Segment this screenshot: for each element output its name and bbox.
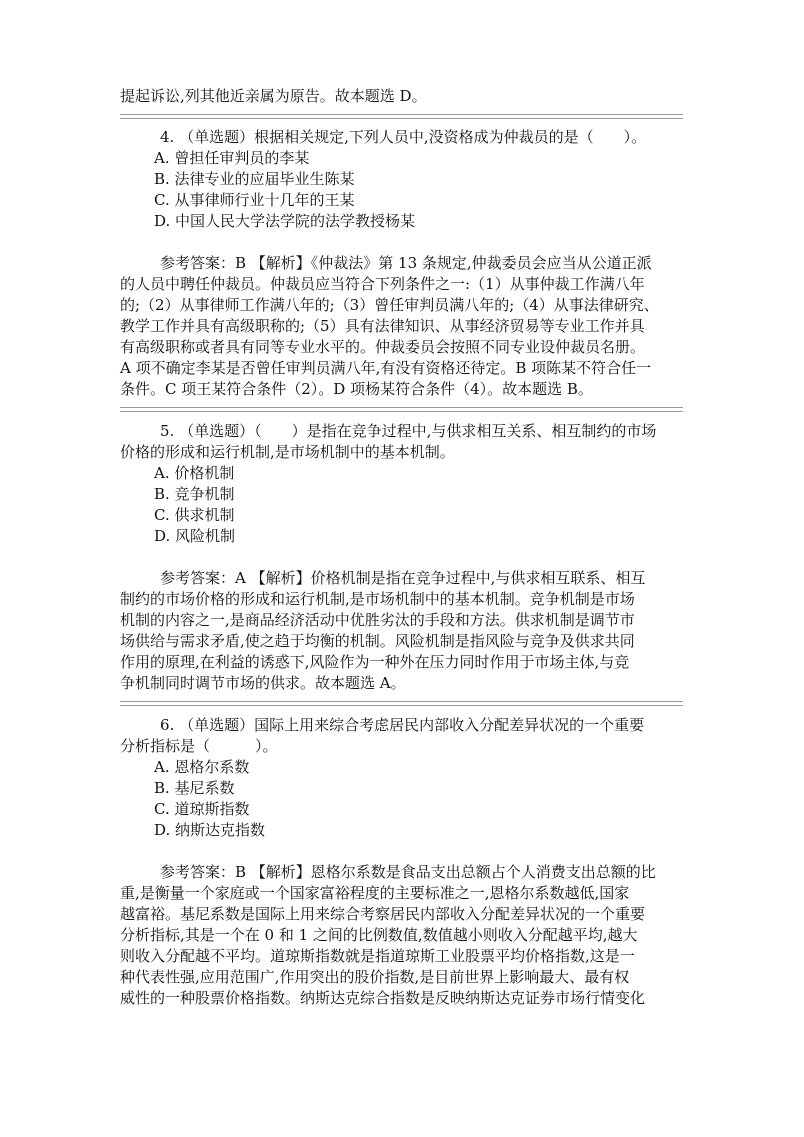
question-5-answer-line-5: 作用的原理,在利益的诱惑下,风险作为一种外在压力同时作用于市场主体,与竞	[120, 653, 630, 671]
question-5-stem-line-2: 价格的形成和运行机制,是市场机制中的基本机制。	[120, 443, 455, 461]
question-5-option-a: A. 价格机制	[154, 464, 235, 482]
question-6-option-d: D. 纳斯达克指数	[154, 821, 266, 839]
question-6-option-c: C. 道琼斯指数	[154, 800, 250, 818]
question-6-answer-line-6: 种代表性强,应用范围广,作用突出的股价指数,是目前世界上影响最大、最有权	[120, 968, 630, 986]
question-5-option-c: C. 供求机制	[154, 506, 235, 524]
question-6-answer-line-2: 重,是衡量一个家庭或一个国家富裕程度的主要标准之一,恩格尔系数越低,国家	[120, 884, 630, 902]
question-5-option-d: D. 风险机制	[154, 527, 236, 545]
question-5-answer-line-2: 制约的市场价格的形成和运行机制,是市场机制中的基本机制。竞争机制是市场	[120, 590, 635, 608]
question-4-answer-line-2: 的人员中聘任仲裁员。仲裁员应当符合下列条件之一:（1）从事仲裁工作满八年	[120, 275, 645, 293]
question-4-answer-line-1: 参考答案：B 【解析】《仲裁法》第 13 条规定,仲裁委员会应当从公道正派	[160, 254, 652, 272]
separator	[120, 407, 683, 412]
question-6-answer-line-4: 分析指标,其是一个在 0 和 1 之间的比例数值,数值越小则收入分配越平均,越大	[120, 926, 638, 944]
question-4-option-a: A. 曾担任审判员的李某	[154, 149, 310, 167]
separator	[120, 114, 683, 119]
question-4-option-b: B. 法律专业的应届毕业生陈某	[154, 170, 355, 188]
question-6-option-b: B. 基尼系数	[154, 779, 235, 797]
question-6-answer-line-7: 威性的一种股票价格指数。纳斯达克综合指数是反映纳斯达克证券市场行情变化	[120, 989, 646, 1007]
question-5-answer-line-3: 机制的内容之一,是商品经济活动中优胜劣汰的手段和方法。供求机制是调节市	[120, 611, 635, 629]
question-6-answer-line-1: 参考答案：B 【解析】恩格尔系数是食品支出总额占个人消费支出总额的比	[160, 863, 656, 881]
question-4-option-d: D. 中国人民大学法学院的法学教授杨某	[154, 212, 416, 230]
question-5-answer-line-1: 参考答案：A 【解析】价格机制是指在竞争过程中,与供求相互联系、相互	[160, 569, 646, 587]
separator	[120, 701, 683, 706]
question-6-stem-line-1: 6. （单选题）国际上用来综合考虑居民内部收入分配差异状况的一个重要	[160, 716, 645, 734]
question-4-answer-line-7: 条件。C 项王某符合条件（2）。D 项杨某符合条件（4）。故本题选 B。	[120, 380, 593, 398]
question-4-answer-line-4: 教学工作并具有高级职称的;（5）具有法律知识、从事经济贸易等专业工作并具	[120, 317, 645, 335]
question-4-stem-line-1: 4. （单选题）根据相关规定,下列人员中,没资格成为仲裁员的是（ ）。	[160, 128, 647, 146]
question-4-answer-line-3: 的;（2）从事律师工作满八年的;（3）曾任审判员满八年的;（4）从事法律研究、	[120, 296, 659, 314]
question-4-answer-line-6: A 项不确定李某是否曾任审判员满八年,有没有资格还待定。B 项陈某不符合任一	[120, 359, 652, 377]
question-4-option-c: C. 从事律师行业十几年的王某	[154, 191, 355, 209]
question-6-answer-line-5: 则收入分配越不平均。道琼斯指数就是指道琼斯工业股票平均价格指数,这是一	[120, 947, 635, 965]
question-4-answer-line-5: 有高级职称或者具有同等专业水平的。仲裁委员会按照不同专业设仲裁员名册。	[120, 338, 646, 356]
question-6-stem-line-2: 分析指标是（ ）。	[120, 737, 278, 755]
question-5-stem-line-1: 5. （单选题）（ ）是指在竞争过程中,与供求相互关系、相互制约的市场	[160, 422, 657, 440]
question-5-answer-line-6: 争机制同时调节市场的供求。故本题选 A。	[120, 674, 406, 692]
question-6-option-a: A. 恩格尔系数	[154, 758, 250, 776]
question-5-option-b: B. 竞争机制	[154, 485, 235, 503]
question-5-answer-line-4: 场供给与需求矛盾,使之趋于均衡的机制。风险机制是指风险与竞争及供求共同	[120, 632, 635, 650]
question-6-answer-line-3: 越富裕。基尼系数是国际上用来综合考察居民内部收入分配差异状况的一个重要	[120, 905, 646, 923]
intro-line: 提起诉讼,列其他近亲属为原告。故本题选 D。	[120, 87, 427, 105]
